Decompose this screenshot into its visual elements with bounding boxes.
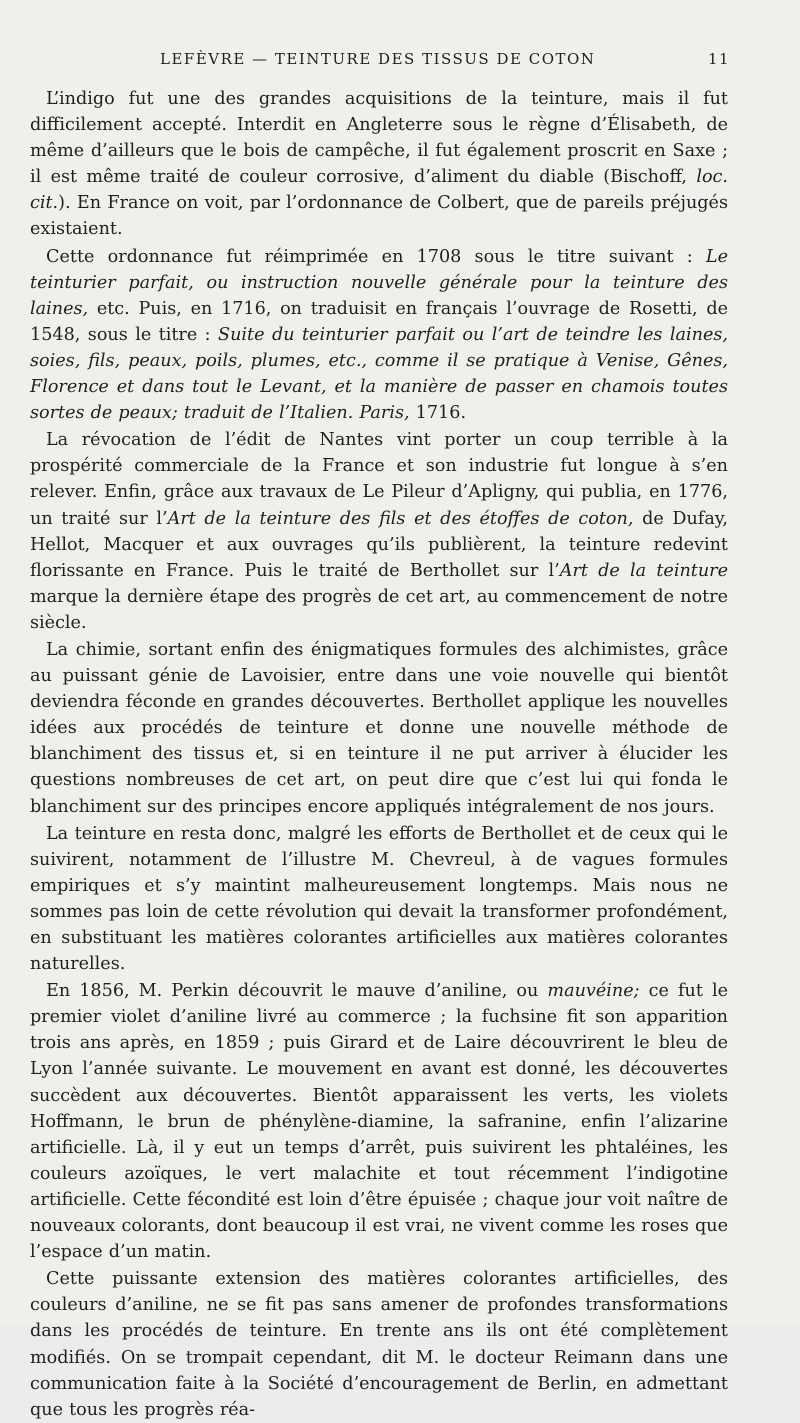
text-segment: La révocation de l’édit de Nantes vint porter un coup terrible à la prospérité commerciale de la France et son industrie fut longue à s’en relever. Enfin, grâce aux travaux de Le Pileur d’Apligny, qui publia, en 1776, un traité sur l’ — [30, 430, 728, 529]
text-segment: marque la dernière étape des progrès de cet art, au commencement de notre siècle. — [30, 586, 728, 633]
text-segment: etc. Puis, en 1716, on traduisit en français l’ouvrage de Rosetti, de 1548, sous le titre : — [30, 298, 728, 345]
paragraph — [30, 821, 728, 978]
text-segment: Cette ordonnance fut réimprimée en 1708 sous le titre suivant : — [46, 246, 706, 267]
text-segment: ce fut le premier violet d’aniline livré au commerce ; la fuchsine fit son apparition trois ans après, en 1859 ; puis Girard et de Laire découvrirent le bleu de Lyon l’année suivante. Le mouvement en avant est donné, les découvertes succèdent aux découvertes. Bientôt apparaissent les verts, les violets Hoffmann, le brun de phénylène-diamine, la safranine, enfin l’alizarine artificielle. Là, il y eut un temps d’arrêt, puis suivirent les phtaléines, les couleurs azoïques, le vert malachite et tout récemment l’indigotine artificielle. Cette fécondité est loin d’être épuisée ; chaque jour voit naître de nouveaux colorants, dont beaucoup il est vrai, ne vivent comme les roses que l’espace d’un matin. — [30, 981, 728, 1263]
book-title-italic: Le teinturier parfait, ou instruction nouvelle générale pour la teinture des laines, — [30, 246, 728, 319]
page-header — [0, 50, 800, 80]
book-title-italic: Suite du teinturier parfait ou l’art de teindre les laines, soies, fils, peaux, poils, plumes, etc., comme il se pratique à Venise, Gênes, Florence et dans tout le Levant, et la manière de passer en chamois toutes sortes de peaux; traduit de l’Italien. Paris, — [30, 324, 728, 424]
paragraph — [30, 244, 728, 427]
term-italic: mauvéine; — [547, 981, 640, 1002]
text-segment: La teinture en resta donc, malgré les efforts de Berthollet et de ceux qui le suivirent, notamment de l’illustre M. Chevreul, à de vagues formules empiriques et s’y maintint malheureusement longtemps. Mais nous ne sommes pas loin de cette révolution qui devait la transformer profondément, en substituant les matières colorantes artificielles aux matières colorantes naturelles. — [30, 823, 728, 975]
page-number: 11 — [708, 50, 731, 68]
text-segment: de Dufay, Hellot, Macquer et aux ouvrages qu’ils publièrent, la teinture redevint florissante en France. Puis le traité de Berthollet sur l’ — [30, 508, 729, 581]
book-title-italic: Art de la teinture — [559, 560, 728, 581]
text-segment: L’indigo fut une des grandes acquisitions de la teinture, mais il fut difficilement accepté. Interdit en Angleterre sous le règne d’Élisabeth, de même d’ailleurs que le bois de campêche, il fut également proscrit en Saxe ; il est même traité de couleur corrosive, d’aliment du diable (Bischoff, — [30, 89, 728, 188]
paragraph — [30, 86, 728, 243]
paragraph — [30, 1266, 728, 1423]
body-text — [30, 86, 728, 1423]
text-segment: ). En France on voit, par l’ordonnance de Colbert, que de pareils préjugés existaient. — [30, 193, 728, 240]
text-segment: En 1856, M. Perkin découvrit le mauve d’aniline, ou — [46, 981, 548, 1002]
citation-italic: loc. cit. — [30, 167, 728, 214]
text-segment: Cette puissante extension des matières colorantes artificielles, des couleurs d’aniline, ne se fit pas sans amener de profondes transformations dans les procédés de teinture. En trente ans ils ont été complètement modifiés. On se trompait cependant, dit M. le docteur Reimann dans une communication faite à la Société d’encouragement de Berlin, en admettant que tous les progrès réa- — [30, 1269, 728, 1420]
running-head: LEFÈVRE — TEINTURE DES TISSUS DE COTON — [160, 50, 596, 68]
text-segment: 1716. — [409, 403, 467, 424]
paragraph — [30, 637, 728, 820]
paragraph — [30, 427, 728, 636]
text-segment: La chimie, sortant enfin des énigmatiques formules des alchimistes, grâce au puissant génie de Lavoisier, entre dans une voie nouvelle qui bientôt deviendra féconde en grandes découvertes. Berthollet applique les nouvelles idées aux procédés de teinture et donne une nouvelle méthode de blanchiment des tissus et, si en teinture il ne put arriver à élucider les questions nombreuses de cet art, on peut dire que c’est lui qui fonda le blanchiment sur des principes encore appliqués intégralement de nos jours. — [30, 639, 728, 817]
paragraph — [30, 978, 728, 1265]
book-title-italic: Art de la teinture des fils et des étoffes de coton, — [167, 508, 634, 529]
